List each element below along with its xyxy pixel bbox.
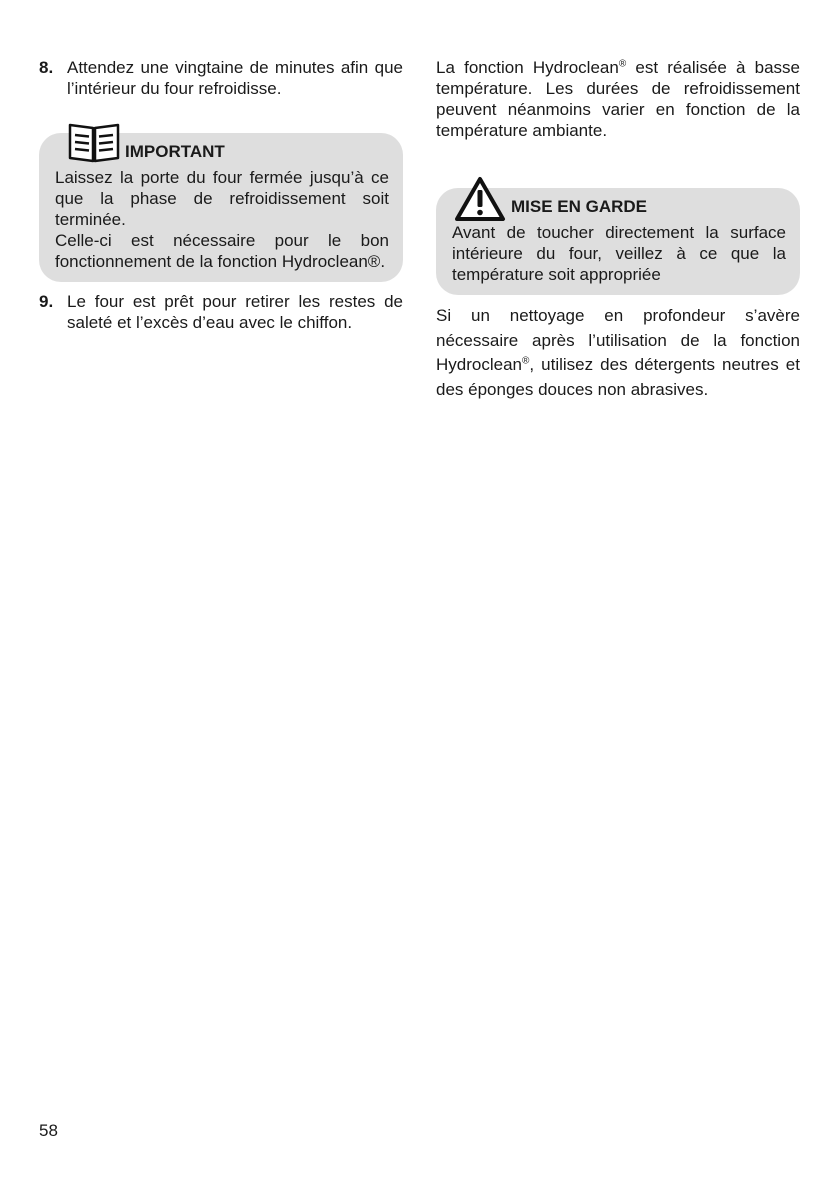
intro-text-end: est réalisée à basse température. Les durées de refroidissement peuvent néanmoins varier en fonction de la température ambiante.	[436, 58, 800, 140]
page-number: 58	[39, 1121, 58, 1140]
step-number: 8.	[39, 58, 54, 77]
cleaning-text-end: , utilisez des détergents neutres et des éponges douces non abrasives.	[436, 355, 800, 399]
important-title: IMPORTANT	[125, 142, 225, 161]
left-column	[39, 57, 403, 333]
warning-notice	[436, 188, 800, 295]
warning-triangle-icon	[454, 176, 506, 222]
step-text: Attendez une vingtaine de minutes afin que l’intérieur du four refroidisse.	[67, 58, 403, 98]
warning-body: Avant de toucher directement la surface intérieure du four, veillez à ce que la température soit appropriée	[452, 223, 786, 284]
important-line-2: Celle-ci est nécessaire pour le bon fonctionnement de la fonction Hydroclean®.	[55, 231, 389, 271]
step-8	[39, 57, 403, 99]
important-line-1: Laissez la porte du four fermée jusqu’à ce que la phase de refroidissement soit terminée.	[55, 168, 389, 229]
cleaning-advice-paragraph	[436, 304, 800, 402]
important-notice	[39, 133, 403, 282]
open-book-icon	[67, 121, 121, 165]
hydroclean-intro-paragraph	[436, 57, 800, 141]
step-text: Le four est prêt pour retirer les restes de saleté et l’excès d’eau avec le chiffon.	[67, 292, 403, 332]
registered-mark: ®	[618, 58, 627, 70]
intro-text-start: La fonction Hydroclean	[436, 58, 619, 77]
step-number: 9.	[39, 292, 54, 311]
right-column	[436, 57, 800, 402]
step-9	[39, 291, 403, 333]
important-body	[55, 167, 389, 272]
registered-mark: ®	[522, 355, 530, 367]
warning-title: MISE EN GARDE	[511, 197, 648, 216]
cleaning-text-start: Si un nettoyage en profondeur s’avère nécessaire après l’utilisation de la fonction Hydroclean	[436, 306, 800, 374]
